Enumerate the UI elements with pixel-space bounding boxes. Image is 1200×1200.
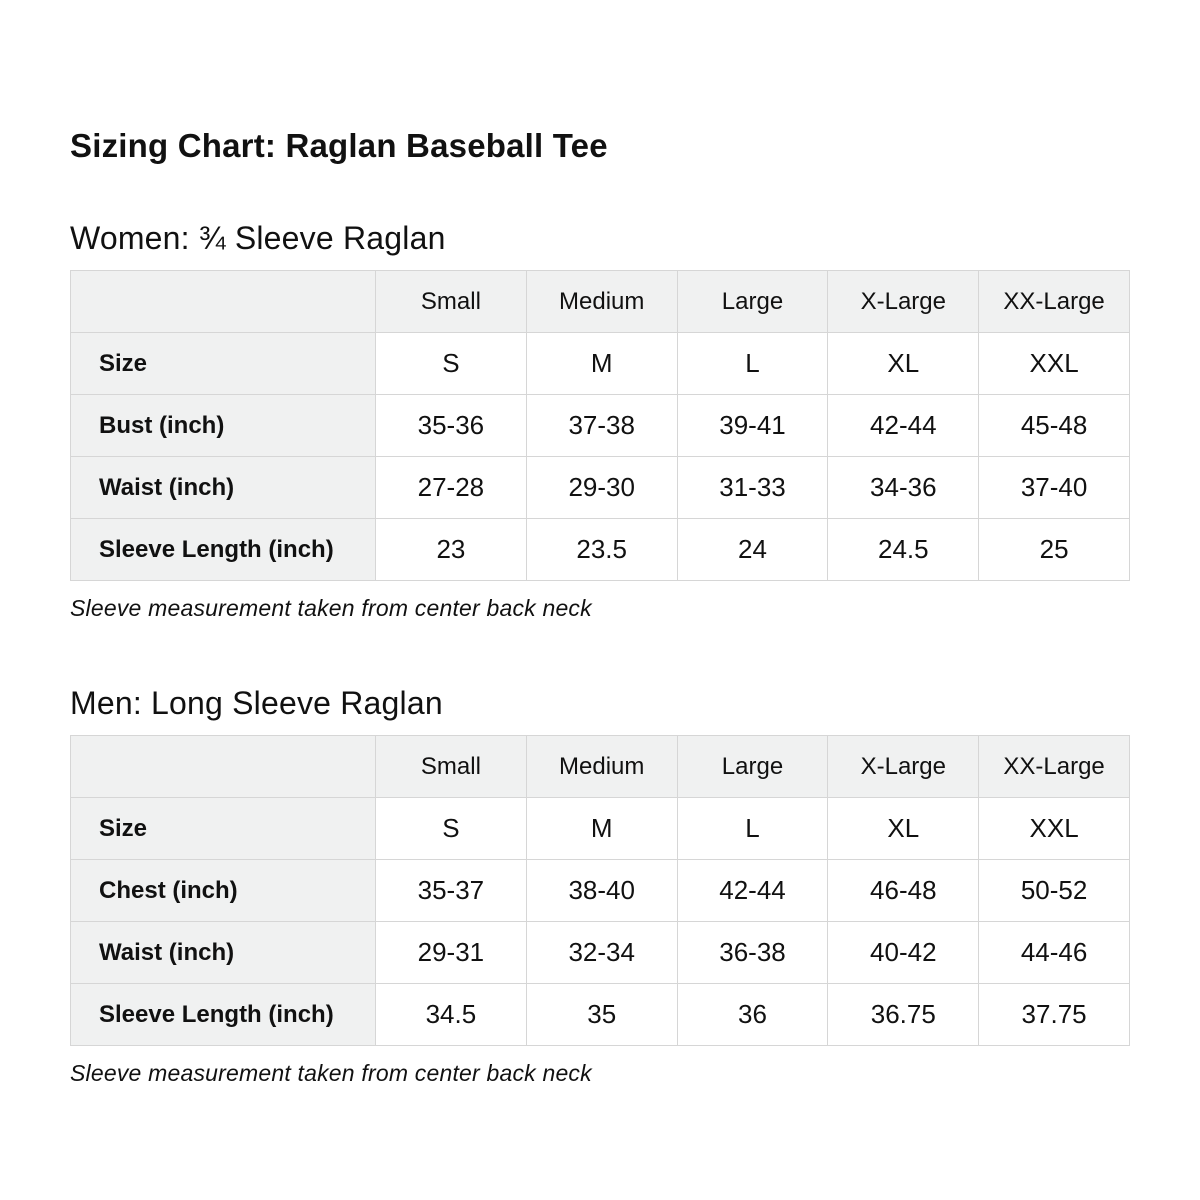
cell-value: 35-36: [376, 395, 527, 457]
row-label: Waist (inch): [71, 457, 376, 519]
women-row-waist: [71, 457, 1130, 519]
women-col-header-xxlarge: XX-Large: [979, 271, 1130, 333]
cell-value: 37.75: [979, 984, 1130, 1046]
women-col-header-medium: Medium: [526, 271, 677, 333]
cell-value: M: [526, 798, 677, 860]
row-label: Waist (inch): [71, 922, 376, 984]
women-row-bust: [71, 395, 1130, 457]
cell-value: 24: [677, 519, 828, 581]
page-title: Sizing Chart: Raglan Baseball Tee: [70, 127, 608, 164]
men-row-size: [71, 798, 1130, 860]
women-header-row: [71, 271, 1130, 333]
cell-value: 36: [677, 984, 828, 1046]
cell-value: 39-41: [677, 395, 828, 457]
cell-value: 32-34: [526, 922, 677, 984]
cell-value: 31-33: [677, 457, 828, 519]
cell-value: 23: [376, 519, 527, 581]
men-corner-cell: [71, 736, 376, 798]
cell-value: 34-36: [828, 457, 979, 519]
cell-value: XXL: [979, 333, 1130, 395]
cell-value: 44-46: [979, 922, 1130, 984]
cell-value: 42-44: [828, 395, 979, 457]
men-col-header-small: Small: [376, 736, 527, 798]
cell-value: 37-40: [979, 457, 1130, 519]
men-col-header-medium: Medium: [526, 736, 677, 798]
cell-value: 38-40: [526, 860, 677, 922]
cell-value: 50-52: [979, 860, 1130, 922]
men-sizing-table: [70, 735, 1130, 1046]
cell-value: 27-28: [376, 457, 527, 519]
cell-value: 36-38: [677, 922, 828, 984]
cell-value: S: [376, 798, 527, 860]
men-row-chest: [71, 860, 1130, 922]
men-section-heading: Men: Long Sleeve Raglan: [70, 685, 443, 721]
men-row-sleeve: [71, 984, 1130, 1046]
cell-value: 42-44: [677, 860, 828, 922]
women-col-header-small: Small: [376, 271, 527, 333]
cell-value: 35-37: [376, 860, 527, 922]
women-row-size: [71, 333, 1130, 395]
men-row-waist: [71, 922, 1130, 984]
men-col-header-xxlarge: XX-Large: [979, 736, 1130, 798]
cell-value: L: [677, 333, 828, 395]
cell-value: XXL: [979, 798, 1130, 860]
cell-value: 34.5: [376, 984, 527, 1046]
row-label: Bust (inch): [71, 395, 376, 457]
row-label: Size: [71, 333, 376, 395]
men-footnote: Sleeve measurement taken from center back neck: [70, 1060, 592, 1086]
men-col-header-large: Large: [677, 736, 828, 798]
cell-value: XL: [828, 333, 979, 395]
cell-value: 36.75: [828, 984, 979, 1046]
cell-value: 29-31: [376, 922, 527, 984]
cell-value: 23.5: [526, 519, 677, 581]
men-header-row: [71, 736, 1130, 798]
women-col-header-large: Large: [677, 271, 828, 333]
women-section-heading: Women: ¾ Sleeve Raglan: [70, 220, 446, 256]
cell-value: 24.5: [828, 519, 979, 581]
women-col-header-xlarge: X-Large: [828, 271, 979, 333]
men-col-header-xlarge: X-Large: [828, 736, 979, 798]
row-label: Chest (inch): [71, 860, 376, 922]
cell-value: 37-38: [526, 395, 677, 457]
cell-value: 46-48: [828, 860, 979, 922]
row-label: Sleeve Length (inch): [71, 984, 376, 1046]
cell-value: 40-42: [828, 922, 979, 984]
cell-value: S: [376, 333, 527, 395]
cell-value: XL: [828, 798, 979, 860]
row-label: Size: [71, 798, 376, 860]
cell-value: 35: [526, 984, 677, 1046]
cell-value: 45-48: [979, 395, 1130, 457]
cell-value: L: [677, 798, 828, 860]
women-sizing-table: [70, 270, 1130, 581]
cell-value: 29-30: [526, 457, 677, 519]
women-corner-cell: [71, 271, 376, 333]
women-row-sleeve: [71, 519, 1130, 581]
cell-value: 25: [979, 519, 1130, 581]
row-label: Sleeve Length (inch): [71, 519, 376, 581]
cell-value: M: [526, 333, 677, 395]
women-footnote: Sleeve measurement taken from center back neck: [70, 595, 592, 621]
